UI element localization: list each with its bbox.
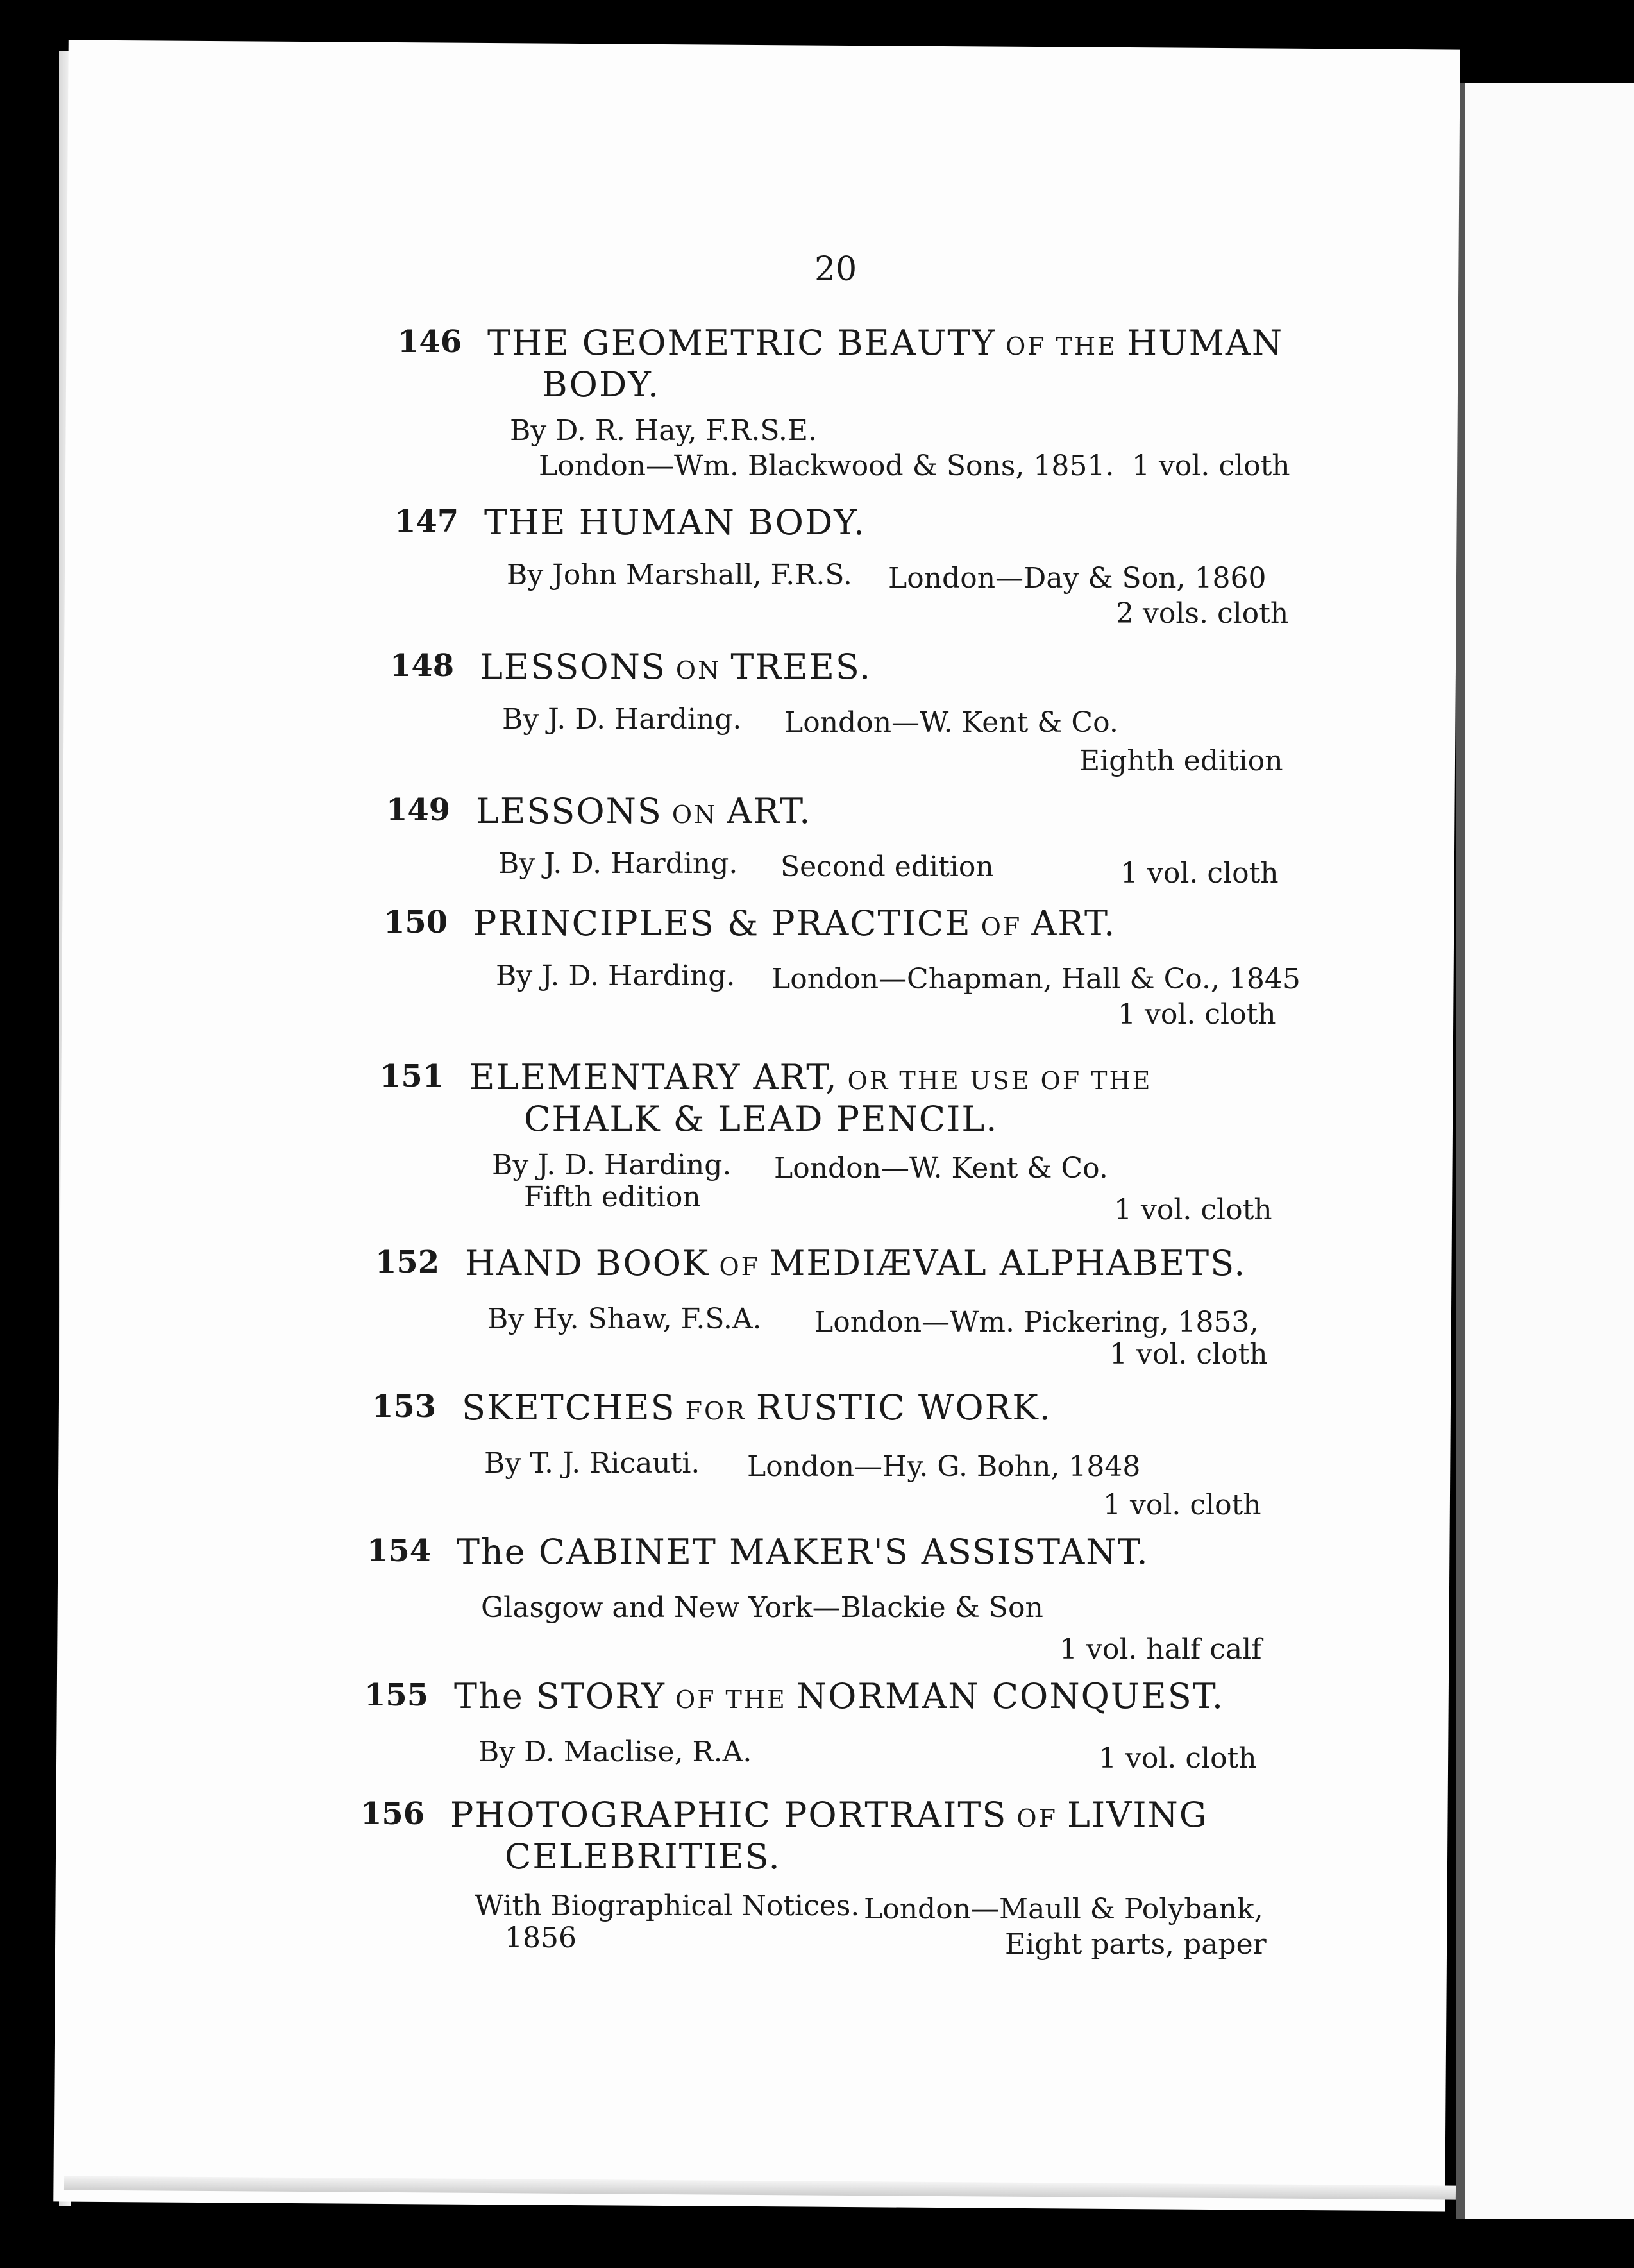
title-part: RUSTIC WORK.	[755, 1387, 1052, 1428]
entry-title	[462, 1389, 1302, 1430]
entry-number: 146	[398, 324, 462, 360]
entry-format: 1 vol. cloth	[1118, 998, 1276, 1031]
entry-publisher: London—W. Kent & Co.	[774, 1152, 1108, 1185]
title-part: The CABINET MAKER'S ASSISTANT.	[457, 1532, 1149, 1572]
entry-title	[465, 1244, 1305, 1286]
entry-number: 156	[360, 1796, 425, 1832]
entry-publisher: London—Hy. G. Bohn, 1848	[747, 1450, 1141, 1483]
entry-number: 147	[394, 504, 459, 539]
entry-number: 149	[386, 792, 451, 828]
entry-edition: Fifth edition	[524, 1181, 701, 1214]
entry-title	[476, 792, 1316, 834]
entry-author: By J. D. Harding.	[502, 703, 742, 736]
title-connector: OF	[1007, 1804, 1068, 1832]
title-continuation: CELEBRITIES.	[505, 1836, 781, 1877]
entry-format: 1 vol. cloth	[1109, 1338, 1268, 1371]
entry-format: Eight parts, paper	[1005, 1928, 1267, 1961]
title-part: PRINCIPLES & PRACTICE	[473, 903, 972, 944]
entry-title	[480, 648, 1320, 690]
entry-format: 1 vol. cloth	[1120, 857, 1279, 890]
entry-author: By J. D. Harding.	[496, 960, 736, 992]
title-connector: FOR	[675, 1397, 756, 1425]
entry-title	[454, 1677, 1294, 1719]
entry-author: By J. D. Harding.	[498, 847, 738, 880]
entry-title	[484, 504, 1324, 542]
title-part: SKETCHES	[462, 1387, 676, 1428]
page-number: 20	[814, 250, 857, 289]
entry-number: 153	[372, 1389, 437, 1425]
entry-publisher: London—W. Kent & Co.	[784, 706, 1118, 739]
title-part: PHOTOGRAPHIC PORTRAITS	[450, 1795, 1007, 1835]
title-part: ELEMENTARY ART,	[469, 1057, 838, 1097]
entry-format: 1 vol. cloth	[1114, 1194, 1272, 1226]
entry-number: 148	[390, 648, 455, 684]
title-connector: OF THE	[665, 1686, 796, 1714]
entry-publisher: London—Day & Son, 1860	[888, 562, 1267, 595]
entry-author: By D. Maclise, R.A.	[478, 1736, 752, 1768]
entry-publisher: London—Chapman, Hall & Co., 1845	[771, 963, 1301, 995]
title-part: THE HUMAN BODY.	[484, 502, 866, 543]
entry-publisher: London—Maull & Polybank,	[864, 1893, 1263, 1925]
title-part: HUMAN	[1126, 323, 1284, 363]
entry-title	[450, 1796, 1290, 1876]
entry-number: 151	[380, 1058, 444, 1094]
title-part: NORMAN CONQUEST.	[796, 1676, 1225, 1716]
entry-author: By T. J. Ricauti.	[484, 1447, 700, 1480]
title-connector: OF	[709, 1253, 770, 1281]
entry-author: By J. D. Harding.	[492, 1149, 732, 1181]
title-part: LESSONS	[476, 791, 662, 831]
entry-format: 1 vol. cloth	[1099, 1742, 1257, 1775]
entry-author: By D. R. Hay, F.R.S.E.	[510, 414, 817, 447]
entry-format: 1 vol. cloth	[1103, 1489, 1261, 1521]
title-part: MEDIÆVAL ALPHABETS.	[770, 1243, 1247, 1283]
title-connector: OF	[971, 913, 1032, 941]
entry-edition: Second edition	[780, 851, 994, 883]
entry-publisher: London—Wm. Pickering, 1853,	[814, 1306, 1259, 1339]
entry-format: 2 vols. cloth	[1116, 597, 1289, 630]
title-connector: OF THE	[996, 332, 1127, 360]
entry-author: By Hy. Shaw, F.S.A.	[487, 1303, 762, 1335]
entry-number: 154	[367, 1533, 432, 1569]
title-connector: ON	[662, 800, 727, 829]
entry-title	[473, 904, 1313, 946]
title-part: LIVING	[1067, 1795, 1208, 1835]
entry-publisher: Glasgow and New York—Blackie & Son	[481, 1591, 1043, 1624]
title-continuation: CHALK & LEAD PENCIL.	[524, 1099, 998, 1139]
entry-title	[457, 1533, 1297, 1571]
title-part: ART.	[1031, 903, 1116, 944]
title-part: LESSONS	[480, 647, 666, 687]
entry-number: 152	[375, 1244, 440, 1280]
entry-notes: With Biographical Notices.	[475, 1890, 860, 1922]
title-part: The STORY	[454, 1676, 666, 1716]
title-continuation: BODY.	[542, 364, 661, 405]
entry-title	[469, 1058, 1310, 1138]
title-part: THE GEOMETRIC BEAUTY	[487, 323, 996, 363]
title-part: TREES.	[730, 647, 872, 687]
title-connector: ON	[666, 656, 731, 684]
entry-author: By John Marshall, F.R.S.	[507, 559, 852, 591]
entry-number: 150	[383, 904, 448, 940]
entry-format: 1 vol. cloth	[1132, 450, 1290, 482]
entry-format: 1 vol. half calf	[1059, 1633, 1262, 1666]
entry-edition: Eighth edition	[1079, 745, 1283, 777]
title-connector: OR THE USE OF THE	[838, 1067, 1152, 1095]
entry-year: 1856	[505, 1922, 577, 1954]
title-part: HAND BOOK	[465, 1243, 710, 1283]
entry-publisher: London—Wm. Blackwood & Sons, 1851.	[539, 450, 1115, 482]
entry-number: 155	[364, 1677, 429, 1713]
entry-title	[487, 324, 1327, 404]
title-part: ART.	[727, 791, 812, 831]
